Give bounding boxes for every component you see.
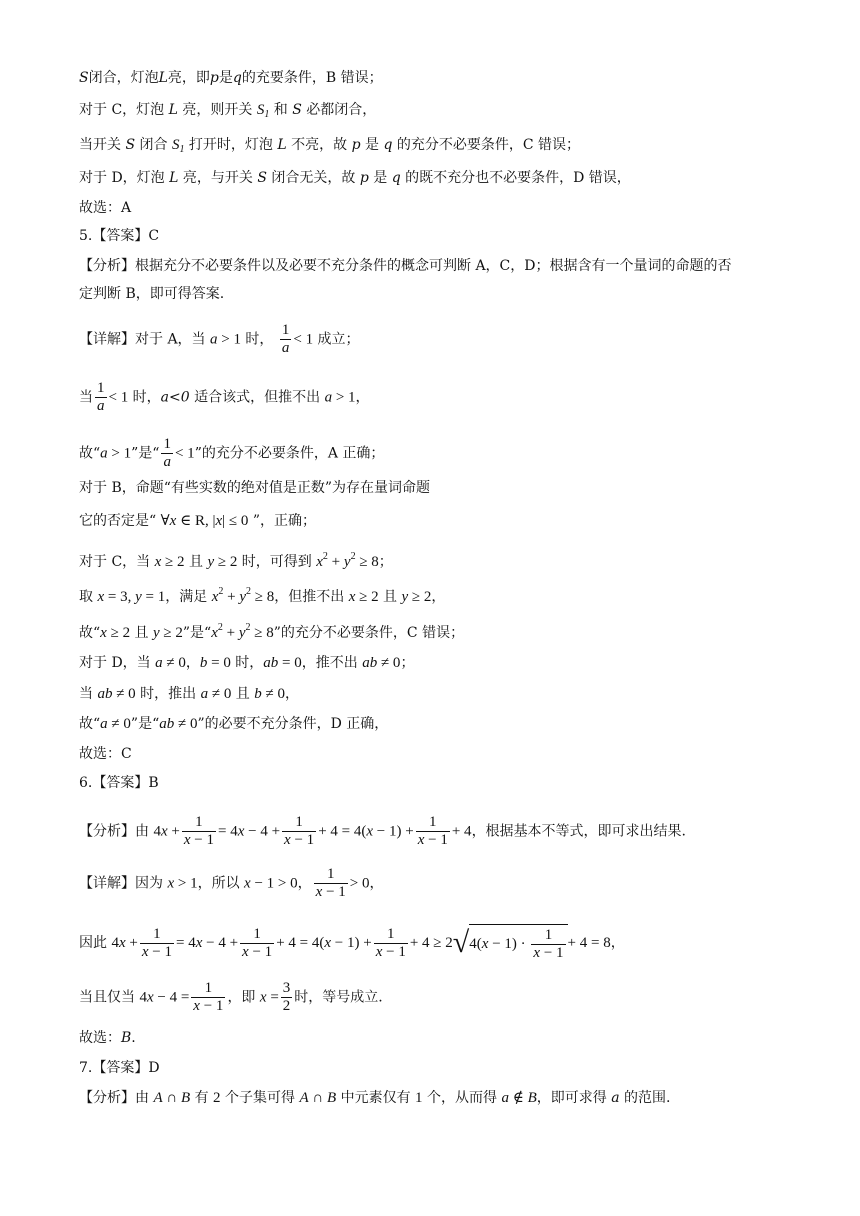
text-line: 【详解】因为 x > 1，所以 x − 1 > 0， $\frac{1}{x - 1}$ > 0， [79, 866, 384, 900]
text-line: 故选：B. [79, 1030, 136, 1046]
answer-heading: 6.【答案】B [79, 775, 159, 791]
text-line: 【分析】由 A ∩ B 有 2 个子集可得 A ∩ B 中元素仅有 1 个，从而得 a ∉ B，即可求得 a 的范围. [79, 1090, 671, 1106]
text-line: 故“a ≠ 0”是“ab ≠ 0”的必要不充分条件，D 正确， [79, 716, 389, 732]
answer-heading: 7.【答案】D [79, 1060, 160, 1076]
text-line: 对于 B，命题“有些实数的绝对值是正数”为存在量词命题 [79, 480, 431, 496]
text-line: 当开关 S 闭合 $S_1$ 打开时，灯泡 L 不亮，故 p 是 q 的充分不必要条件，C 错误； [79, 137, 581, 155]
text-line: 【详解】对于 A，当 a > 1 时， $\frac{1}{a}$ < 1 成立； [79, 322, 360, 356]
text-line: 当 $\frac{1}{a}$ < 1 时，a<0 适合该式，但推不出 a > 1， [79, 380, 370, 414]
text-line: S闭合，灯泡L亮，即p是q的充要条件，B 错误； [79, 70, 383, 86]
text-line: 它的否定是“ ∀x ∈ R, |x| ≤ 0 ”，正确； [79, 513, 316, 529]
text-line: 【分析】由 4x + $\frac{1}{x - 1}$ = 4x − 4 + $\frac{1}{x - 1}$ + 4 = 4(x − 1) + $\frac{1}{x - 1}$ + 4，根据基本不等式，即可求出结果. [79, 814, 687, 848]
answer-heading: 5.【答案】C [79, 228, 160, 244]
text-line: 故选：C [79, 746, 132, 762]
text-line: 对于 C，灯泡 L 亮，则开关 $S_1$ 和 S 必都闭合， [79, 102, 377, 120]
text-line: 定判断 B，即可得答案. [79, 286, 225, 302]
text-line: 故“a > 1”是“ $\frac{1}{a}$ < 1”的充分不必要条件，A 正确； [79, 436, 385, 470]
text-line: 当 ab ≠ 0 时，推出 a ≠ 0 且 b ≠ 0， [79, 686, 299, 702]
text-line: 因此 4x + $\frac{1}{x - 1}$ = 4x − 4 + $\frac{1}{x - 1}$ + 4 = 4(x − 1) + $\frac{1}{x - 1}$ + 4 ≥ 2√4(x − 1) · $\frac{1}{x - 1}$ + 4 = 8， [79, 925, 625, 961]
text-line: 故选：A [79, 200, 132, 216]
text-line: 故“x ≥ 2 且 y ≥ 2”是“$x^2 + y^2 \ge 8$”的充分不必要条件，C 错误； [79, 622, 465, 641]
text-line: 取 x = 3, y = 1，满足 $x^2 + y^2 \ge 8$，但推不出 x ≥ 2 且 y ≥ 2， [79, 586, 446, 605]
text-line: 对于 D，当 a ≠ 0，b = 0 时，ab = 0，推不出 ab ≠ 0； [79, 655, 415, 671]
text-line: 【分析】根据充分不必要条件以及必要不充分条件的概念可判断 A，C，D；根据含有一个量词的命题的否 [79, 258, 732, 274]
text-line: 对于 C，当 x ≥ 2 且 y ≥ 2 时，可得到 $x^2 + y^2 \ge 8$； [79, 551, 393, 570]
text-line: 当且仅当 4x − 4 = $\frac{1}{x - 1}$ ，即 x = $\frac{3}{2}$ 时，等号成立. [79, 980, 383, 1014]
text-line: 对于 D，灯泡 L 亮，与开关 S 闭合无关，故 p 是 q 的既不充分也不必要条件，D 错误， [79, 170, 631, 186]
